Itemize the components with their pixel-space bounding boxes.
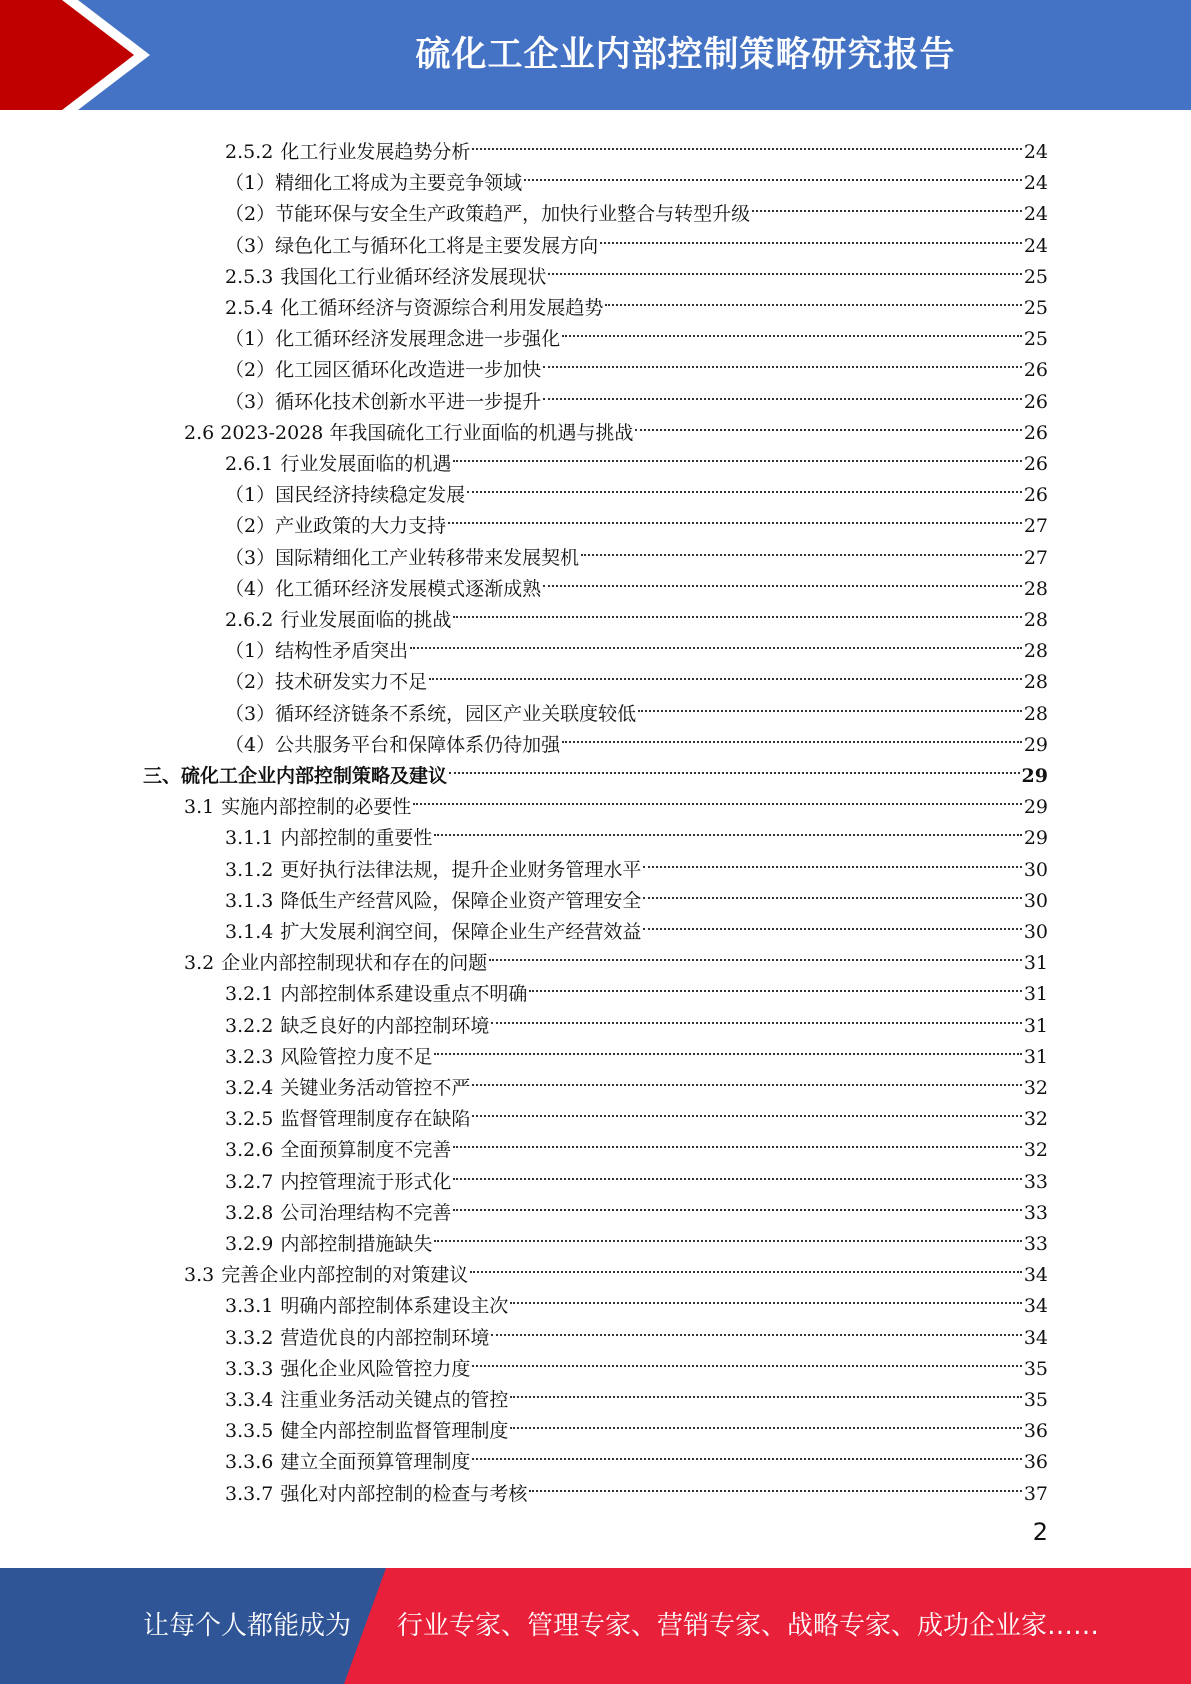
- toc-entry-number: 2.5.4: [225, 297, 274, 319]
- toc-entry-page: 33: [1023, 1233, 1048, 1255]
- toc-entry-page: 31: [1023, 1045, 1048, 1068]
- toc-dot-leader: [434, 1219, 1021, 1250]
- toc-entry[interactable]: [225, 377, 1048, 413]
- toc-entry[interactable]: [225, 1001, 1048, 1037]
- toc-entry[interactable]: [225, 564, 1048, 600]
- toc-entry-title: 强化企业风险管控力度: [280, 1357, 471, 1380]
- toc-entry-page: 30: [1023, 858, 1048, 881]
- toc-entry[interactable]: [225, 252, 1048, 288]
- toc-entry-title: （3）循环经济链条不系统，园区产业关联度较低: [225, 702, 637, 725]
- toc-entry-title: 实施内部控制的必要性: [221, 796, 412, 819]
- toc-entry-number: 3.3.7: [225, 1482, 274, 1505]
- toc-entry-title: 内部控制体系建设重点不明确: [280, 983, 528, 1006]
- toc-dot-leader: [429, 657, 1022, 688]
- toc-entry[interactable]: [225, 907, 1048, 943]
- toc-dot-leader: [562, 314, 1022, 345]
- toc-entry-number: 3.2.1: [225, 983, 274, 1006]
- toc-entry-page: 26: [1023, 484, 1048, 507]
- toc-entry-title: （2）产业政策的大力支持: [225, 515, 447, 538]
- toc-dot-leader: [491, 1313, 1021, 1344]
- toc-entry[interactable]: [225, 1313, 1048, 1349]
- toc-entry-title: （1）国民经济持续稳定发展: [225, 484, 466, 507]
- toc-entry[interactable]: [225, 626, 1048, 663]
- toc-entry-title: （1）化工循环经济发展理念进一步强化: [225, 328, 561, 351]
- toc-entry-page: 26: [1023, 359, 1048, 382]
- toc-entry-title: 监督管理制度存在缺陷: [280, 1108, 471, 1131]
- toc-entry[interactable]: [225, 689, 1048, 725]
- toc-entry[interactable]: [225, 1344, 1048, 1380]
- toc-entry[interactable]: [225, 595, 1048, 631]
- toc-entry[interactable]: [184, 782, 1048, 819]
- toc-entry-title: 我国化工行业循环经济发展现状: [280, 265, 547, 288]
- toc-entry-title: 行业发展面临的挑战: [280, 609, 452, 631]
- toc-entry-page: 29: [1023, 733, 1048, 756]
- toc-dot-leader: [491, 1001, 1021, 1032]
- toc-entry-page: 25: [1023, 328, 1048, 351]
- toc-entry[interactable]: [225, 439, 1048, 475]
- toc-dot-leader: [543, 564, 1022, 595]
- toc-entry-title: 化工循环经济与资源综合利用发展趋势: [280, 297, 604, 319]
- toc-entry-title: 企业内部控制现状和存在的问题: [221, 952, 488, 975]
- toc-entry-title: 风险管控力度不足: [280, 1045, 433, 1068]
- toc-dot-leader: [448, 501, 1022, 532]
- toc-entry[interactable]: [225, 813, 1048, 850]
- toc-entry-page: 24: [1023, 172, 1048, 195]
- toc-entry[interactable]: [225, 845, 1048, 881]
- toc-dot-leader: [548, 252, 1021, 283]
- toc-entry-page: 28: [1023, 609, 1048, 631]
- toc-entry-page: 30: [1023, 921, 1048, 943]
- toc-entry-title: 缺乏良好的内部控制环境: [280, 1014, 490, 1037]
- toc-entry-page: 36: [1023, 1420, 1048, 1443]
- toc-entry-page: 29: [1023, 796, 1048, 819]
- toc-entry[interactable]: [225, 127, 1048, 163]
- toc-dot-leader: [638, 689, 1022, 720]
- toc-entry-title: 扩大发展利润空间，保障企业生产经营效益: [280, 921, 642, 943]
- toc-entry[interactable]: [225, 1375, 1048, 1411]
- toc-entry-number: 3.3.3: [225, 1357, 274, 1380]
- toc-entry-title: 注重业务活动关键点的管控: [280, 1389, 509, 1411]
- toc-entry-page: 29: [1021, 765, 1048, 787]
- toc-entry[interactable]: [225, 189, 1048, 226]
- toc-entry-page: 35: [1023, 1357, 1048, 1380]
- toc-dot-leader: [643, 876, 1021, 907]
- toc-entry-page: 37: [1023, 1482, 1048, 1505]
- toc-entry-page: 31: [1023, 1014, 1048, 1037]
- toc-entry-page: 28: [1023, 702, 1048, 725]
- toc-dot-leader: [510, 1406, 1021, 1437]
- toc-entry[interactable]: [184, 408, 1048, 444]
- toc-entry-number: 3.2.6: [225, 1139, 274, 1162]
- toc-entry-number: 3.2.8: [225, 1201, 274, 1224]
- toc-entry[interactable]: [225, 1063, 1048, 1099]
- toc-entry[interactable]: [184, 938, 1048, 975]
- toc-entry-title: 健全内部控制监督管理制度: [280, 1420, 509, 1443]
- toc-dot-leader: [752, 189, 1022, 220]
- toc-entry-title: 建立全面预算管理制度: [280, 1451, 471, 1474]
- toc-entry-number: 3.1.3: [225, 889, 274, 912]
- toc-entry[interactable]: [225, 1157, 1048, 1193]
- toc-dot-leader: [434, 813, 1021, 844]
- toc-dot-leader: [434, 1032, 1021, 1063]
- toc-entry-title: 强化对内部控制的检查与考核: [280, 1482, 528, 1505]
- toc-entry-title: （3）绿色化工与循环化工将是主要发展方向: [225, 234, 599, 257]
- toc-dot-leader: [581, 533, 1022, 564]
- toc-entry[interactable]: [225, 345, 1048, 382]
- toc-dot-leader: [449, 751, 1020, 782]
- toc-entry[interactable]: [225, 969, 1048, 1006]
- toc-dot-leader: [643, 907, 1021, 938]
- toc-entry-page: 31: [1023, 983, 1048, 1006]
- toc-entry-title: （1）精细化工将成为主要竞争领域: [225, 172, 523, 195]
- toc-entry-number: 3.3.4: [225, 1389, 274, 1411]
- toc-entry-page: 29: [1023, 827, 1048, 850]
- toc-entry[interactable]: [143, 751, 1048, 787]
- toc-entry-number: 3.1: [184, 796, 215, 819]
- toc-entry-title: 明确内部控制体系建设主次: [280, 1295, 509, 1318]
- toc-dot-leader: [453, 1125, 1021, 1156]
- toc-entry-number: 3.1.2: [225, 858, 274, 881]
- toc-entry-title: （4）化工循环经济发展模式逐渐成熟: [225, 577, 542, 600]
- toc-entry[interactable]: [225, 876, 1048, 912]
- toc-entry-number: 3.2.2: [225, 1014, 274, 1037]
- toc-entry-title: 营造优良的内部控制环境: [280, 1326, 490, 1349]
- toc-dot-leader: [453, 439, 1021, 470]
- toc-dot-leader: [562, 720, 1022, 751]
- toc-entry-number: 3.1.1: [225, 827, 274, 850]
- toc-dot-leader: [643, 845, 1021, 876]
- toc-entry-number: 3.3.1: [225, 1295, 274, 1318]
- toc-entry-number: 2.6.2: [225, 609, 274, 631]
- toc-dot-leader: [467, 470, 1022, 501]
- toc-entry-page: 33: [1023, 1170, 1048, 1193]
- toc-dot-leader: [472, 1344, 1021, 1375]
- chevron-arrow-icon: [0, 0, 160, 110]
- toc-entry-page: 33: [1023, 1201, 1048, 1224]
- toc-entry-number: 3.2: [184, 952, 215, 975]
- toc-entry-number: 3.2.5: [225, 1108, 274, 1131]
- toc-entry-page: 26: [1023, 421, 1048, 444]
- toc-entry-page: 32: [1023, 1077, 1048, 1099]
- toc-entry-page: 25: [1023, 297, 1048, 319]
- toc-entry[interactable]: [225, 1406, 1048, 1443]
- toc-entry[interactable]: [225, 1188, 1048, 1224]
- toc-entry-number: 3.2.4: [225, 1077, 274, 1099]
- toc-entry[interactable]: [225, 657, 1048, 694]
- toc-entry-number: 2.5.3: [225, 265, 274, 288]
- toc-entry-page: 30: [1023, 889, 1048, 912]
- toc-entry-page: 25: [1023, 265, 1048, 288]
- toc-entry-title: 内部控制措施缺失: [280, 1233, 433, 1255]
- toc-entry-title: 化工行业发展趋势分析: [280, 141, 471, 163]
- toc-entry[interactable]: [225, 533, 1048, 569]
- toc-entry-title: 内控管理流于形式化: [280, 1170, 452, 1193]
- toc-entry[interactable]: [225, 158, 1048, 195]
- toc-entry-title: 完善企业内部控制的对策建议: [221, 1264, 469, 1287]
- toc-dot-leader: [489, 938, 1022, 969]
- toc-dot-leader: [543, 345, 1022, 376]
- toc-entry-title: 内部控制的重要性: [280, 827, 433, 850]
- toc-entry-title: 2.6 2023-2028 年我国硫化工行业面临的机遇与挑战: [184, 421, 634, 444]
- toc-entry-page: 28: [1023, 671, 1048, 694]
- page-footer: [0, 1568, 1191, 1684]
- toc-entry-page: 28: [1023, 640, 1048, 663]
- toc-entry[interactable]: [225, 1469, 1048, 1505]
- report-title: 硫化工企业内部控制策略研究报告: [415, 35, 956, 75]
- toc-entry[interactable]: [225, 1094, 1048, 1131]
- toc-entry[interactable]: [225, 501, 1048, 538]
- toc-entry-page: 28: [1023, 577, 1048, 600]
- toc-entry[interactable]: [225, 1125, 1048, 1162]
- footer-slogan-right: 行业专家、管理专家、营销专家、战略专家、成功企业家……: [397, 1611, 1100, 1641]
- toc-entry-title: （1）结构性矛盾突出: [225, 640, 409, 663]
- toc-entry-page: 34: [1023, 1264, 1048, 1287]
- toc-entry[interactable]: [225, 1219, 1048, 1255]
- toc-entry-number: 3.3.5: [225, 1420, 274, 1443]
- toc-entry-title: 降低生产经营风险，保障企业资产管理安全: [280, 889, 642, 912]
- toc-entry-page: 31: [1023, 952, 1048, 975]
- toc-entry-number: 3.1.4: [225, 921, 274, 943]
- page-header: [0, 0, 1191, 110]
- toc-entry-number: 3.2.7: [225, 1170, 274, 1193]
- toc-dot-leader: [453, 1157, 1021, 1188]
- toc-entry-number: 2.5.2: [225, 141, 274, 163]
- toc-dot-leader: [472, 127, 1021, 158]
- toc-entry[interactable]: [225, 1032, 1048, 1068]
- toc-dot-leader: [470, 1250, 1022, 1281]
- toc-entry[interactable]: [225, 221, 1048, 257]
- toc-entry[interactable]: [225, 470, 1048, 507]
- toc-entry-page: 26: [1023, 390, 1048, 413]
- toc-dot-leader: [453, 595, 1021, 626]
- toc-dot-leader: [472, 1094, 1021, 1125]
- toc-entry[interactable]: [225, 720, 1048, 756]
- toc-dot-leader: [510, 1281, 1021, 1312]
- toc-entry-page: 27: [1023, 515, 1048, 538]
- toc-entry-page: 24: [1023, 234, 1048, 257]
- toc-entry[interactable]: [225, 1281, 1048, 1318]
- toc-dot-leader: [529, 969, 1021, 1000]
- toc-entry-number: 3.2.3: [225, 1045, 274, 1068]
- toc-dot-leader: [410, 626, 1022, 657]
- footer-slogan-left: 让每个人都能成为: [143, 1611, 352, 1641]
- toc-entry-number: 3.3: [184, 1264, 215, 1287]
- toc-entry-title: 三、硫化工企业内部控制策略及建议: [143, 765, 448, 787]
- toc-entry-page: 27: [1023, 546, 1048, 569]
- toc-entry-title: （2）技术研发实力不足: [225, 671, 428, 694]
- toc-entry-page: 36: [1023, 1451, 1048, 1474]
- toc-entry-title: （4）公共服务平台和保障体系仍待加强: [225, 733, 561, 756]
- toc-dot-leader: [524, 158, 1022, 189]
- toc-entry-page: 24: [1023, 141, 1048, 163]
- page-number: 2: [1032, 1518, 1048, 1546]
- toc-entry-number: 3.3.2: [225, 1326, 274, 1349]
- toc-dot-leader: [600, 221, 1022, 252]
- toc-dot-leader: [413, 782, 1022, 813]
- toc-entry-number: 3.2.9: [225, 1233, 274, 1255]
- toc-entry[interactable]: [225, 1437, 1048, 1474]
- toc-entry-page: 34: [1023, 1326, 1048, 1349]
- toc-entry-page: 32: [1023, 1108, 1048, 1131]
- toc-entry-number: 3.3.6: [225, 1451, 274, 1474]
- toc-dot-leader: [472, 1063, 1021, 1094]
- toc-entry-page: 26: [1023, 453, 1048, 475]
- toc-dot-leader: [510, 1375, 1021, 1406]
- toc-dot-leader: [453, 1188, 1021, 1219]
- toc-entry-page: 34: [1023, 1295, 1048, 1318]
- toc-entry-title: （2）节能环保与安全生产政策趋严，加快行业整合与转型升级: [225, 203, 751, 226]
- toc-entry-title: （3）国际精细化工产业转移带来发展契机: [225, 546, 580, 569]
- toc-entry-page: 24: [1023, 203, 1048, 226]
- toc-entry-title: （3）循环化技术创新水平进一步提升: [225, 390, 542, 413]
- toc-dot-leader: [605, 283, 1021, 314]
- toc-dot-leader: [472, 1437, 1021, 1468]
- toc-entry[interactable]: [225, 283, 1048, 319]
- toc-dot-leader: [529, 1469, 1021, 1500]
- toc-entry-title: 行业发展面临的机遇: [280, 453, 452, 475]
- toc-entry-number: 2.6.1: [225, 453, 274, 475]
- toc-entry-title: 更好执行法律法规，提升企业财务管理水平: [280, 858, 642, 881]
- toc-dot-leader: [635, 408, 1021, 439]
- toc-entry[interactable]: [184, 1250, 1048, 1287]
- toc-entry-title: 全面预算制度不完善: [280, 1139, 452, 1162]
- toc-entry[interactable]: [225, 314, 1048, 351]
- toc-entry-title: 关键业务活动管控不严: [280, 1077, 471, 1099]
- toc-dot-leader: [543, 377, 1022, 408]
- toc-entry-title: 公司治理结构不完善: [280, 1201, 452, 1224]
- toc-entry-page: 35: [1023, 1389, 1048, 1411]
- toc-entry-page: 32: [1023, 1139, 1048, 1162]
- toc-entry-title: （2）化工园区循环化改造进一步加快: [225, 359, 542, 382]
